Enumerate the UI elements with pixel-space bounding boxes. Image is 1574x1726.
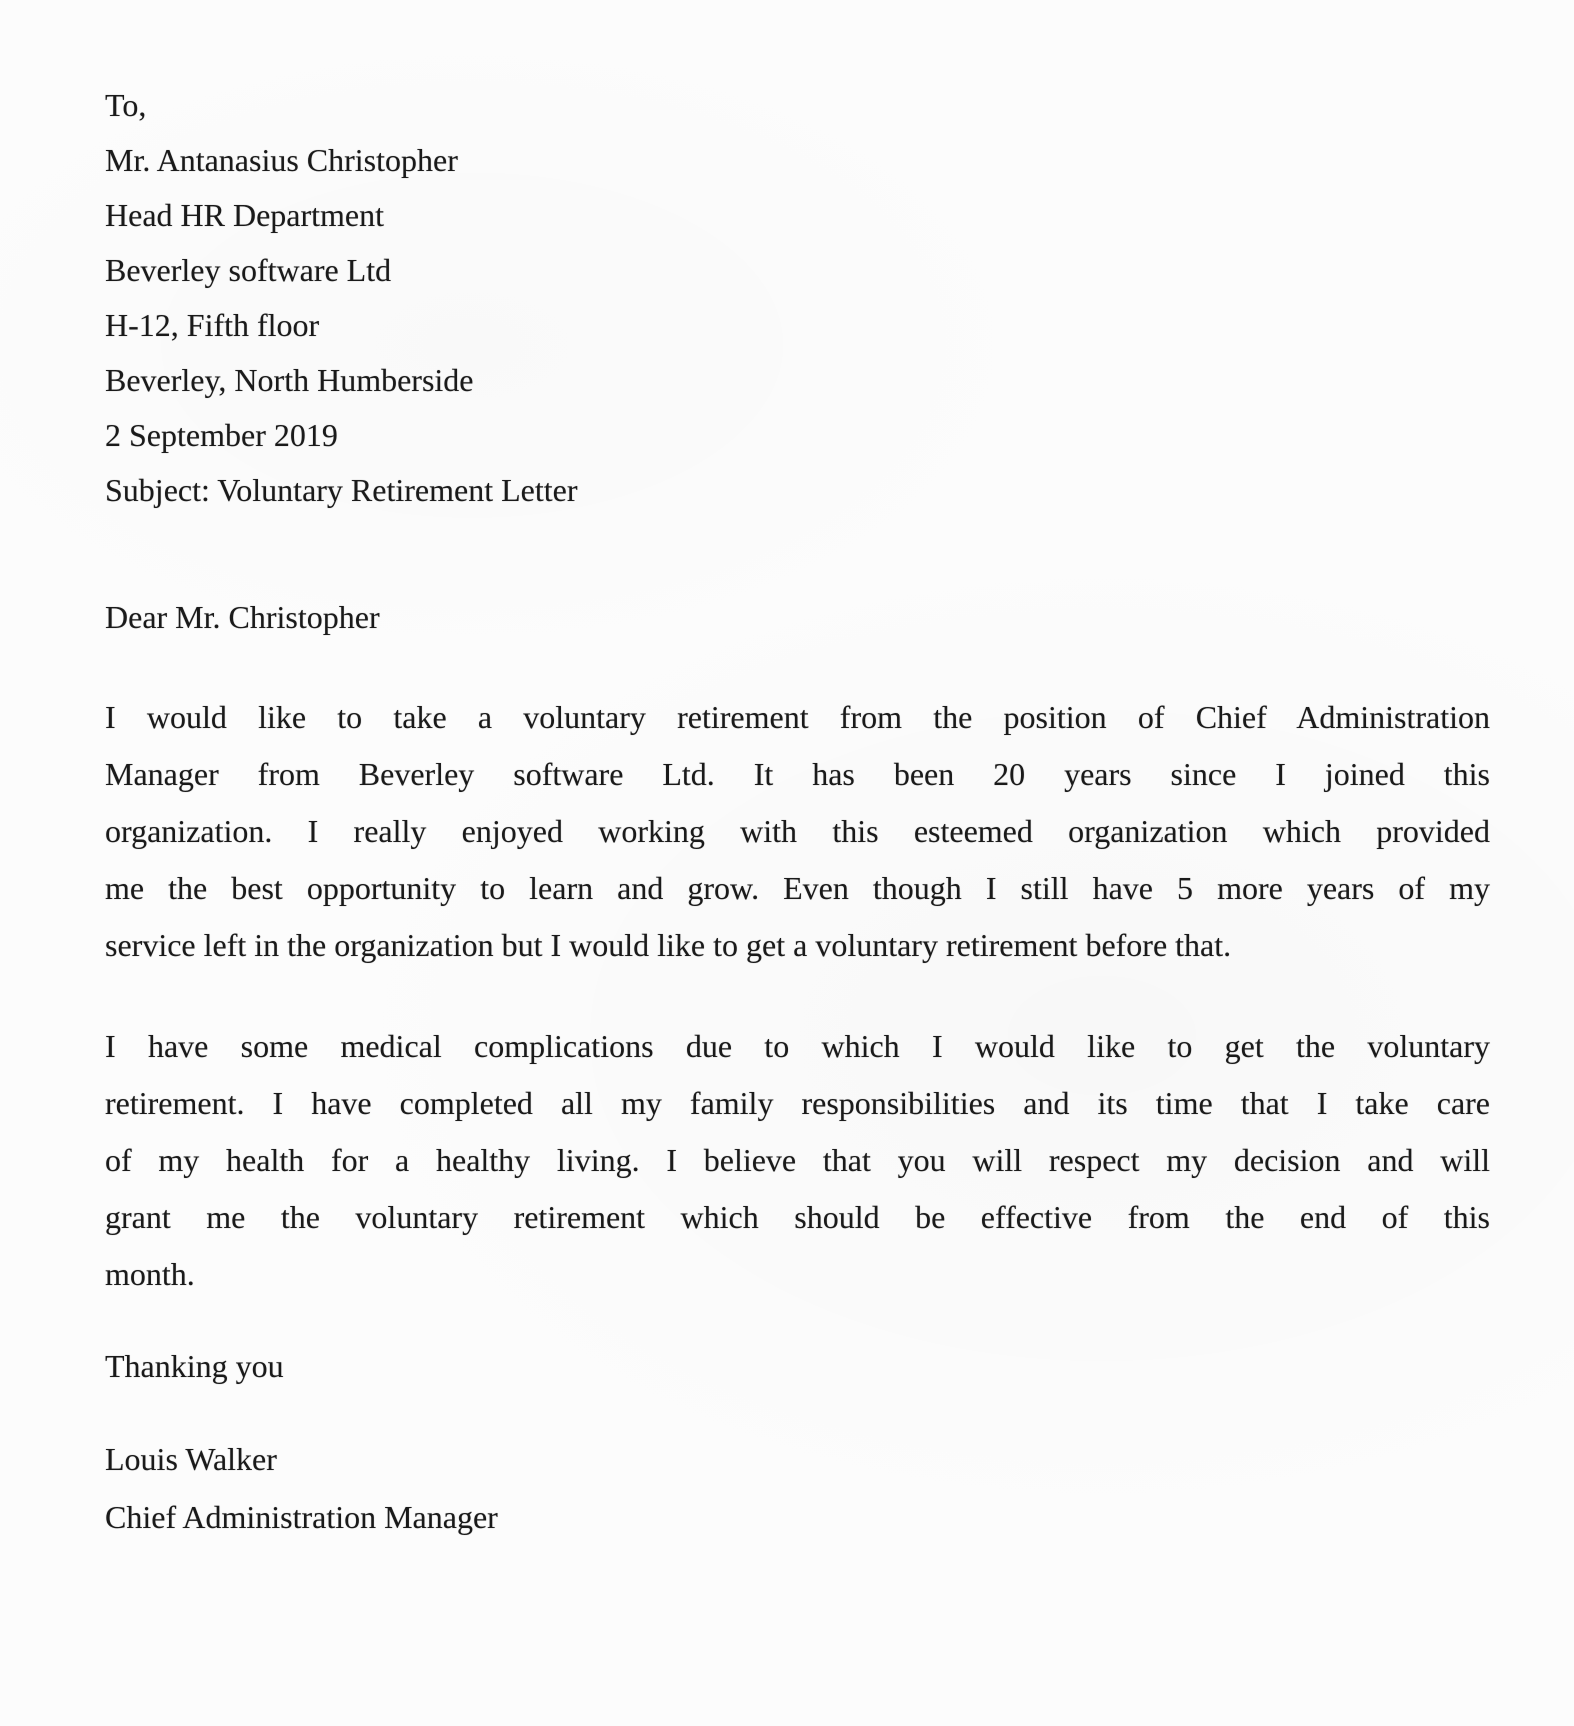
closing: Thanking you: [105, 1348, 284, 1384]
body-line: organization. I really enjoyed working with this esteemed organization which provided: [105, 813, 1490, 849]
body-line: month.: [105, 1256, 195, 1292]
signature-title: Chief Administration Manager: [105, 1499, 498, 1535]
body-line: me the best opportunity to learn and grow. Even though I still have 5 more years of my: [105, 870, 1490, 906]
body-line: retirement. I have completed all my family responsibilities and its time that I take care: [105, 1085, 1490, 1121]
paragraph-2: [105, 1018, 1490, 1303]
recipient-name: Mr. Antanasius Christopher: [105, 142, 458, 178]
paragraph-1: [105, 689, 1490, 974]
body-line: of my health for a healthy living. I believe that you will respect my decision and will: [105, 1142, 1490, 1178]
salutation: Dear Mr. Christopher: [105, 599, 380, 635]
letter-date: 2 September 2019: [105, 417, 338, 453]
body-line: service left in the organization but I would like to get a voluntary retirement before that.: [105, 927, 1232, 963]
letter-subject: Subject: Voluntary Retirement Letter: [105, 472, 578, 508]
recipient-department: Head HR Department: [105, 197, 385, 233]
body-line: I would like to take a voluntary retirement from the position of Chief Administration: [105, 699, 1490, 735]
signature-block: [105, 1430, 1490, 1546]
body-line: Manager from Beverley software Ltd. It has been 20 years since I joined this: [105, 756, 1490, 792]
recipient-address-line: H-12, Fifth floor: [105, 307, 320, 343]
recipient-block: [105, 78, 1490, 518]
body-line: I have some medical complications due to which I would like to get the voluntary: [105, 1028, 1490, 1064]
recipient-city: Beverley, North Humberside: [105, 362, 474, 398]
body-line: grant me the voluntary retirement which should be effective from the end of this: [105, 1199, 1490, 1235]
recipient-company: Beverley software Ltd: [105, 252, 392, 288]
recipient-to-label: To,: [105, 87, 147, 123]
signature-name: Louis Walker: [105, 1441, 277, 1477]
